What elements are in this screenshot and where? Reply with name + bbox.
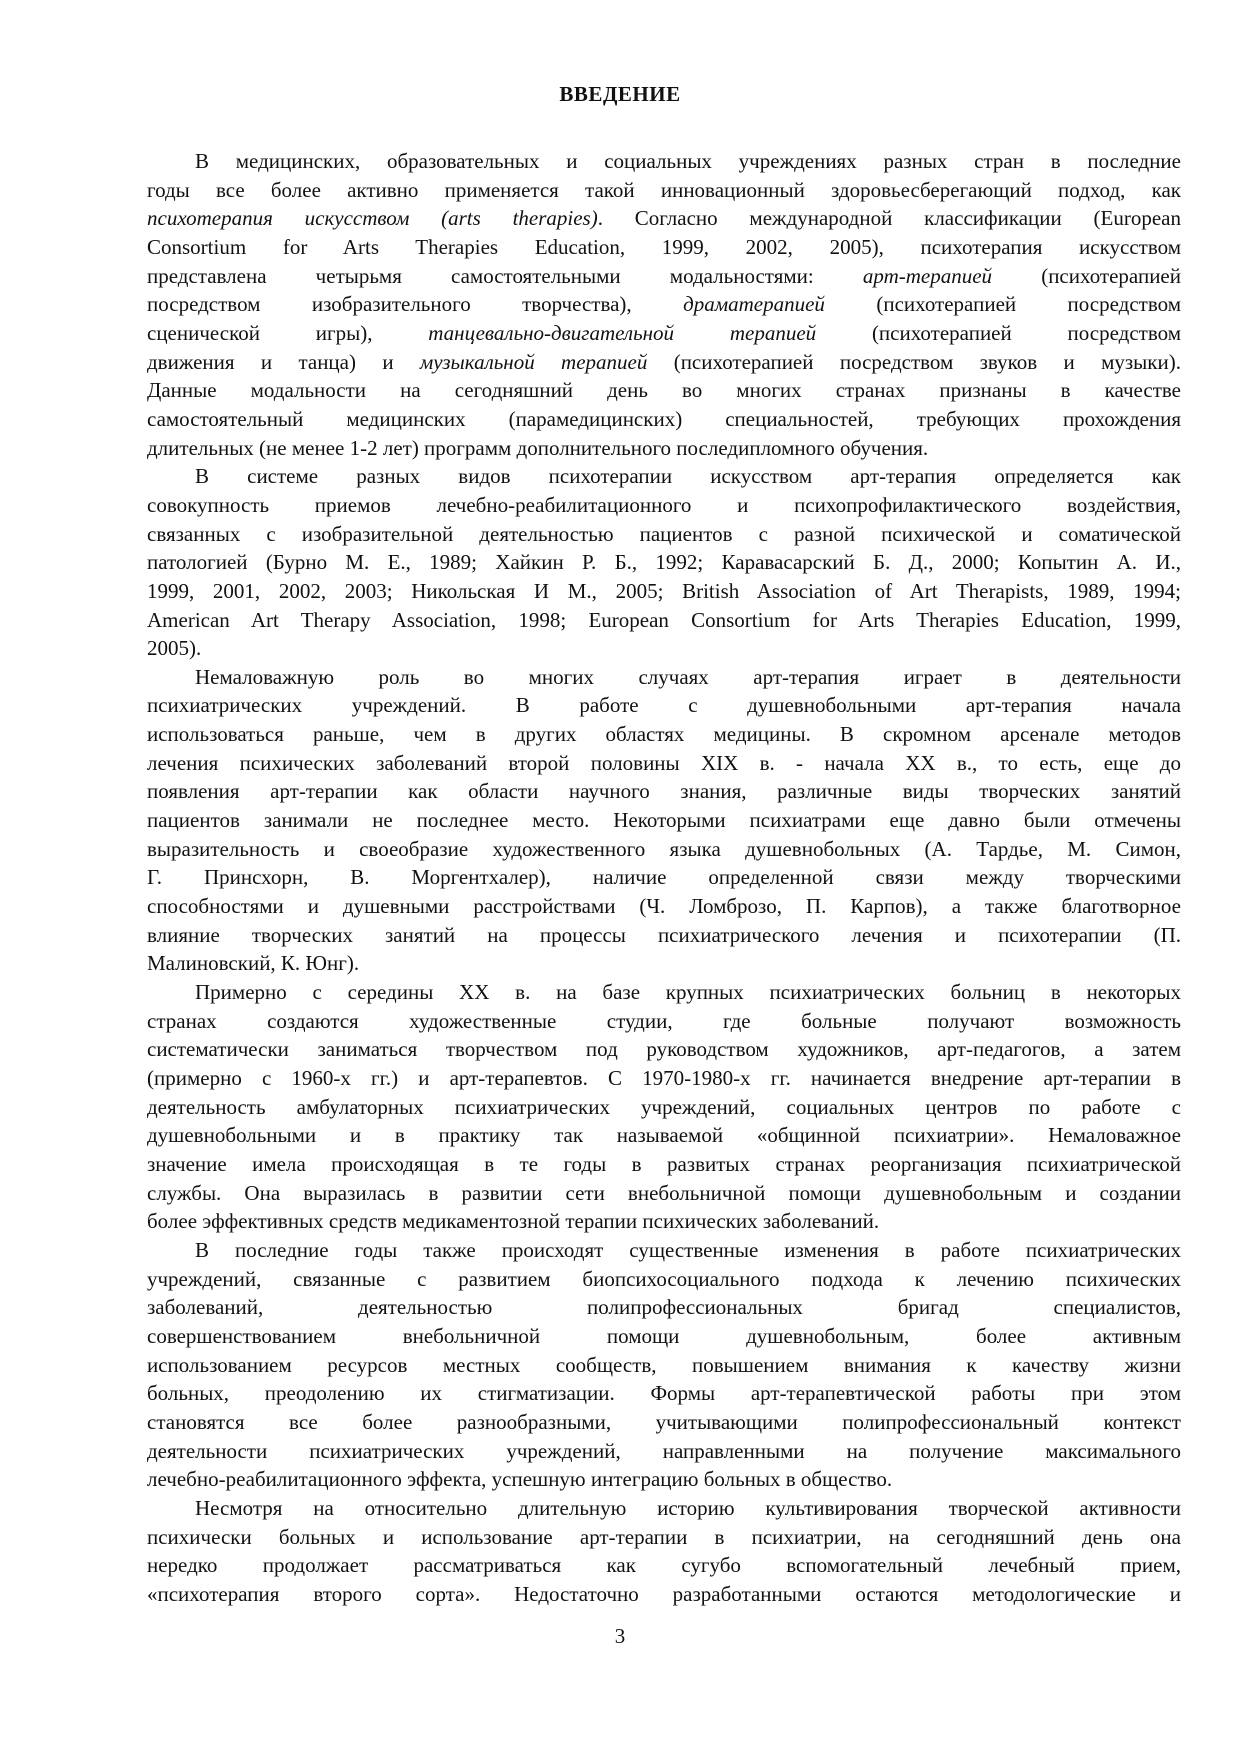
text-line: более эффективных средств медикаментозной терапии психических заболеваний. [147,1209,880,1234]
paragraph [147,663,1181,978]
italic-term: психотерапия искусством (arts therapies) [147,206,598,231]
paragraph [147,147,1181,462]
text-line: появления арт-терапии как области научного знания, различные виды творческих занятий [147,779,1181,804]
text-segment: (психотерапией посредством звуков и музыки). [647,349,1181,374]
text-line: лечения психических заболеваний второй половины XIX в. - начала XX в., то есть, еще до [147,750,1181,775]
paragraph [147,1236,1181,1494]
text-segment: сценической игры), [147,320,429,345]
italic-term: танцевально-двигательной терапией [428,320,817,345]
text-line: влияние творческих занятий на процессы психиатрического лечения и психотерапии (П. [147,922,1181,947]
text-line: Несмотря на относительно длительную историю культивирования творческой активности [195,1495,1181,1520]
text-line: значение имела происходящая в те годы в развитых странах реорганизация психиатрической [147,1151,1181,1176]
text-line: В системе разных видов психотерапии искусством арт-терапия определяется как [195,464,1181,489]
text-line: совокупность приемов лечебно-реабилитационного и психопрофилактического воздействия, [147,492,1181,517]
document-body [147,147,1181,1608]
text-line: систематически заниматься творчеством под руководством художников, арт-педагогов, а затем [147,1037,1181,1062]
text-line: совершенствованием внебольничной помощи душевнобольным, более активным [147,1323,1181,1348]
text-line: Малиновский, К. Юнг). [147,951,360,976]
text-line: длительных (не менее 1-2 лет) программ дополнительного последипломного обучения. [147,435,929,460]
text-line: душевнобольными и в практику так называемой «общинной психиатрии». Немаловажное [147,1123,1181,1148]
text-line: заболеваний, деятельностью полипрофессиональных бригад специалистов, [147,1295,1181,1320]
section-heading: ВВЕДЕНИЕ [559,82,681,106]
text-line: 2005). [147,636,202,661]
text-line: Г. Принсхорн, В. Моргентхалер), наличие определенной связи между творческими [147,865,1181,890]
text-line: самостоятельный медицинских (парамедицинских) специальностей, требующих прохождения [147,406,1181,431]
text-segment: представлена четырьмя самостоятельными модальностями: [147,263,863,288]
text-segment: (психотерапией посредством [824,292,1182,317]
paragraph [147,1494,1181,1609]
paragraph [147,978,1181,1236]
text-line: учреждений, связанные с развитием биопсихосоциального подхода к лечению психических [147,1266,1181,1291]
text-line: годы все более активно применяется такой инновационный здоровьесберегающий подход, как [147,177,1181,202]
text-line: лечебно-реабилитационного эффекта, успешную интеграцию больных в общество. [147,1467,893,1492]
text-line: патологией (Бурно М. Е., 1989; Хайкин Р. Б., 1992; Каравасарский Б. Д., 2000; Копытин А. И., [147,550,1181,575]
text-line: психиатрических учреждений. В работе с душевнобольными арт-терапия начала [147,693,1181,718]
text-line: (примерно с 1960-х гг.) и арт-терапевтов. С 1970-1980-х гг. начинается внедрение арт-терапии в [147,1066,1181,1090]
text-line [147,262,1181,291]
paragraph [147,462,1181,663]
text-line: «психотерапия второго сорта». Недостаточно разработанными остаются методологические и [147,1581,1181,1606]
text-line: В медицинских, образовательных и социальных учреждениях разных стран в последние [195,149,1181,173]
text-segment: (психотерапией [992,263,1181,288]
italic-term: музыкальной терапией [419,349,648,374]
text-line: использованием ресурсов местных сообществ, повышением внимания к качеству жизни [147,1352,1181,1377]
text-segment: (психотерапией посредством [816,320,1181,345]
text-segment: движения и танца) и [147,349,420,374]
italic-term: арт-терапией [862,263,993,288]
text-line [147,204,1181,233]
text-segment: посредством изобразительного творчества), [147,292,684,317]
text-line: пациентов занимали не последнее место. Некоторыми психиатрами еще давно были отмечены [147,808,1181,833]
text-line: службы. Она выразилась в развитии сети внебольничной помощи душевнобольным и создании [147,1180,1181,1205]
text-line: становятся все более разнообразными, учитывающими полипрофессиональный контекст [147,1409,1181,1434]
text-line: нередко продолжает рассматриваться как сугубо вспомогательный лечебный прием, [147,1553,1181,1578]
text-line: деятельность амбулаторных психиатрических учреждений, социальных центров по работе с [147,1094,1181,1119]
text-line: 1999, 2001, 2002, 2003; Никольская И М., 2005; British Association of Art Therapists, 1989, 1994; [147,578,1181,603]
text-line: связанных с изобразительной деятельностью пациентов с разной психической и соматической [147,521,1181,546]
text-line: American Art Therapy Association, 1998; European Consortium for Arts Therapies Education, 1999, [147,607,1181,632]
text-line: выразительность и своеобразие художественного языка душевнобольных (А. Тардье, М. Симон, [147,836,1181,861]
page-number: 3 [614,1624,626,1648]
text-line: психически больных и использование арт-терапии в психиатрии, на сегодняшний день она [147,1524,1181,1549]
italic-term: драматерапией [683,292,825,317]
text-line: использоваться раньше, чем в других областях медицины. В скромном арсенале методов [147,722,1181,747]
text-segment: . Согласно международной классификации (European [597,206,1181,231]
text-line: странах создаются художественные студии, где больные получают возможность [147,1008,1181,1033]
text-line: Данные модальности на сегодняшний день во многих странах признаны в качестве [147,378,1181,403]
text-line: Consortium for Arts Therapies Education, 1999, 2002, 2005), психотерапия искусством [147,234,1181,259]
text-line: деятельности психиатрических учреждений, направленными на получение максимального [147,1438,1181,1463]
text-line [147,319,1181,348]
text-line: В последние годы также происходят существенные изменения в работе психиатрических [195,1237,1181,1262]
text-line [147,348,1181,377]
text-line: способностями и душевными расстройствами (Ч. Ломброзо, П. Карпов), а также благотворное [147,894,1181,919]
text-line: Немаловажную роль во многих случаях арт-терапия играет в деятельности [195,664,1181,689]
text-line: больных, преодолению их стигматизации. Формы арт-терапевтической работы при этом [147,1381,1181,1406]
text-line: Примерно с середины XX в. на базе крупных психиатрических больниц в некоторых [195,980,1181,1005]
text-line [147,290,1181,319]
